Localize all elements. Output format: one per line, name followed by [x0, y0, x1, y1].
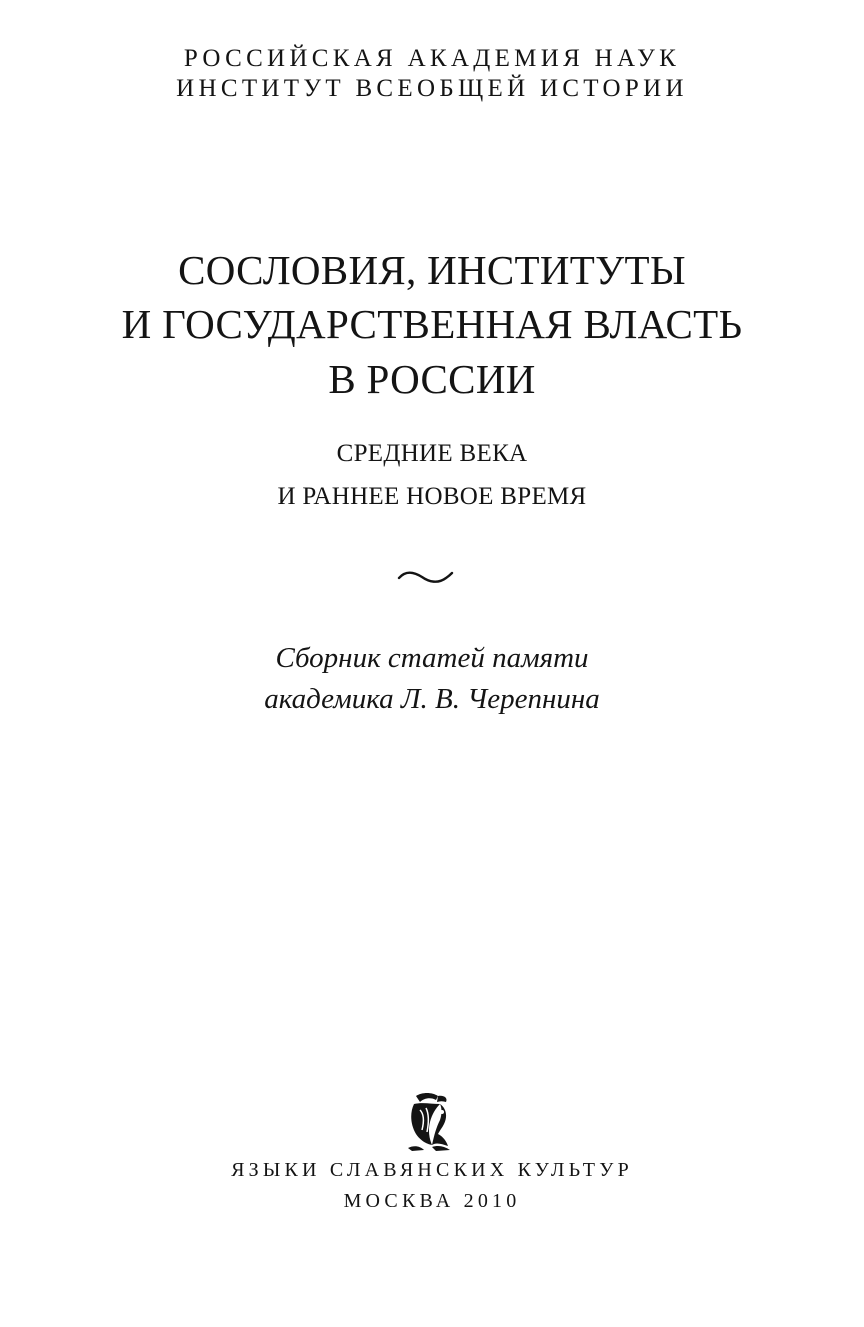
publisher-name: ЯЗЫКИ СЛАВЯНСКИХ КУЛЬТУР	[231, 1159, 633, 1181]
publisher-bird-logo-icon	[402, 1090, 454, 1154]
institute-name: ИНСТИТУТ ВСЕОБЩЕЙ ИСТОРИИ	[176, 75, 688, 102]
title-line-3: В РОССИИ	[328, 356, 536, 402]
title-line-1: СОСЛОВИЯ, ИНСТИТУТЫ	[178, 247, 686, 293]
academy-name: РОССИЙСКАЯ АКАДЕМИЯ НАУК	[183, 45, 681, 72]
title-line-2: И ГОСУДАРСТВЕННАЯ ВЛАСТЬ	[121, 301, 743, 347]
dedication-line-1: Сборник статей памяти	[275, 642, 589, 674]
place-year: МОСКВА 2010	[343, 1190, 521, 1212]
subtitle-line-1: СРЕДНИЕ ВЕКА	[336, 440, 528, 467]
swash-ornament-icon	[396, 568, 454, 588]
subtitle-line-2: И РАННЕЕ НОВОЕ ВРЕМЯ	[277, 483, 587, 510]
dedication-line-2: академика Л. В. Черепнина	[264, 683, 600, 715]
